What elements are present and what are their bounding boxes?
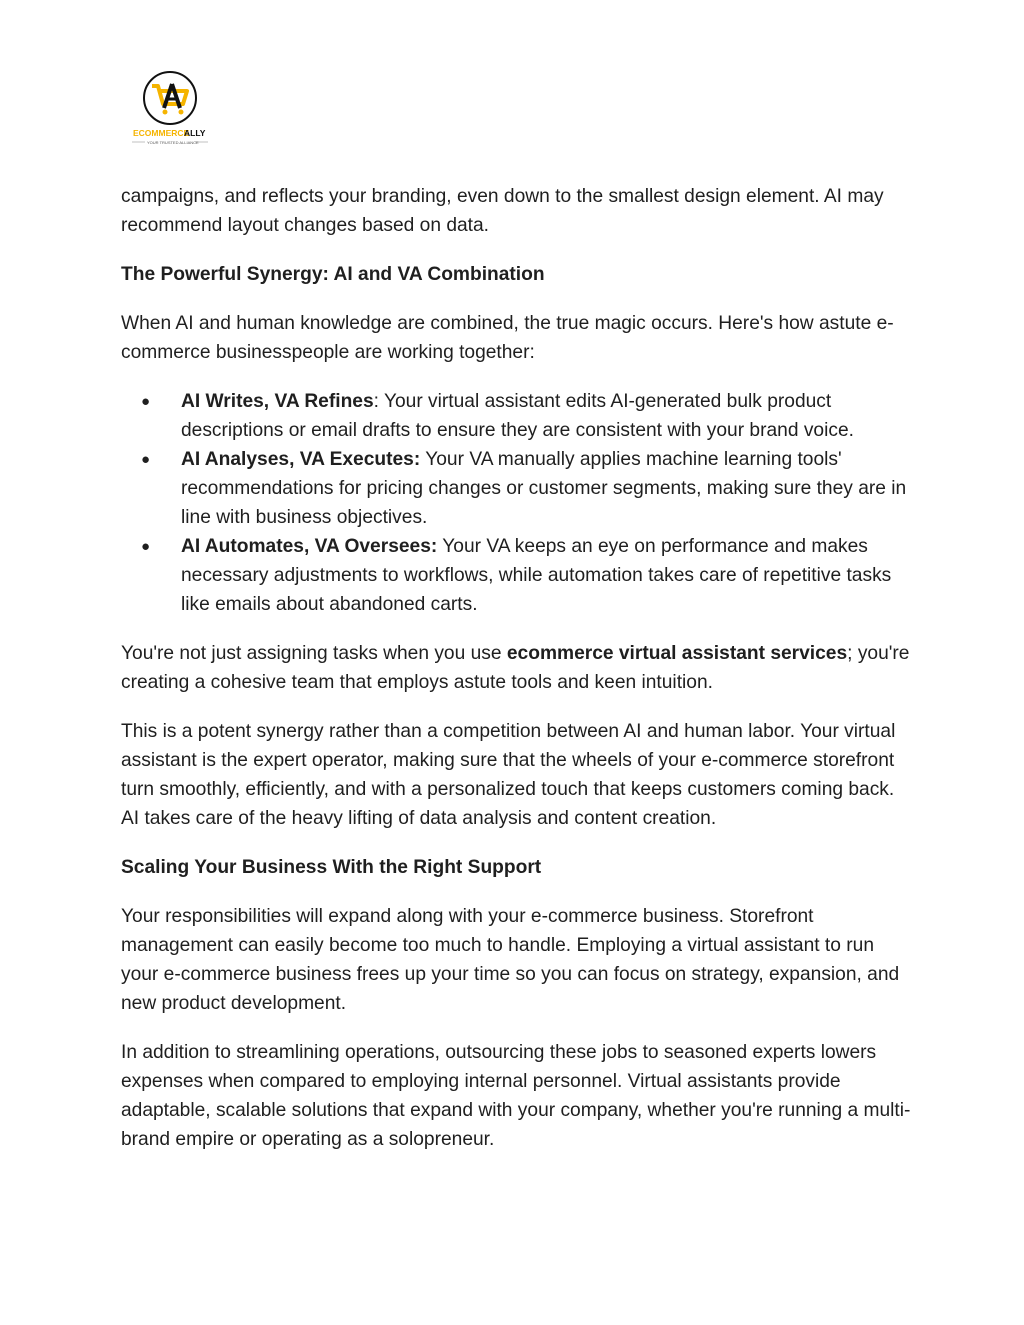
- bullet-bold-label: AI Analyses, VA Executes:: [181, 449, 421, 470]
- bullet-icon: ●: [141, 393, 151, 410]
- bullet-text: : Your virtual assistant edits AI-generated bulk product descriptions or email drafts to ensure they are consistent with your brand voice.: [181, 391, 854, 441]
- paragraph-synergy-intro: When AI and human knowledge are combined, the true magic occurs. Here's how astute e-commerce businesspeople are working together:: [121, 313, 894, 363]
- logo-tagline: YOUR TRUSTED ALLIANCE: [147, 140, 199, 145]
- document-body: [121, 182, 911, 1174]
- bullet-icon: ●: [141, 538, 151, 555]
- bullet-bold-label: AI Writes, VA Refines: [181, 391, 374, 412]
- logo-brand-first: ECOMMERCE: [133, 128, 190, 138]
- bullet-text: Your VA manually applies machine learning tools' recommendations for pricing changes or customer segments, making sure they are in line with business objectives.: [181, 449, 907, 528]
- va-services-post: ; you're creating a cohesive team that employs astute tools and keen intuition.: [121, 643, 910, 693]
- synergy-bullet-list: [121, 387, 911, 619]
- heading-scaling: Scaling Your Business With the Right Support: [121, 857, 542, 878]
- ecommerce-ally-logo: [128, 70, 212, 146]
- paragraph-va-services: [121, 639, 911, 697]
- bullet-text: Your VA keeps an eye on performance and makes necessary adjustments to workflows, while automation takes care of repetitive tasks like emails about abandoned carts.: [181, 536, 892, 615]
- bullet-icon: ●: [141, 451, 151, 468]
- list-item: [121, 532, 911, 619]
- heading-synergy: The Powerful Synergy: AI and VA Combination: [121, 264, 545, 285]
- list-item: [121, 445, 911, 532]
- logo-brand-second: ALLY: [184, 128, 206, 138]
- paragraph-synergy-summary: This is a potent synergy rather than a competition between AI and human labor. Your virtual assistant is the expert operator, making sure that the wheels of your e-commerce storefront turn smoothly, efficiently, and with a personalized touch that keeps customers coming back. AI takes care of the heavy lifting of data analysis and content creation.: [121, 721, 896, 829]
- list-item: [121, 387, 911, 445]
- bullet-bold-label: AI Automates, VA Oversees:: [181, 536, 438, 557]
- va-services-pre: You're not just assigning tasks when you use: [121, 643, 507, 664]
- paragraph-scaling-outsourcing: In addition to streamlining operations, outsourcing these jobs to seasoned experts lowers expenses when compared to employing internal personnel. Virtual assistants provide adaptable, scalable solutions that expand with your company, whether you're running a multi-brand empire or operating as a solopreneur.: [121, 1042, 911, 1150]
- va-services-keyword: ecommerce virtual assistant services: [506, 643, 848, 664]
- paragraph-intro-continuation: campaigns, and reflects your branding, even down to the smallest design element. AI may recommend layout changes based on data.: [121, 186, 884, 236]
- paragraph-scaling-responsibilities: Your responsibilities will expand along with your e-commerce business. Storefront management can easily become too much to handle. Employing a virtual assistant to run your e-commerce business frees up your time so you can focus on strategy, expansion, and new product development.: [121, 906, 900, 1014]
